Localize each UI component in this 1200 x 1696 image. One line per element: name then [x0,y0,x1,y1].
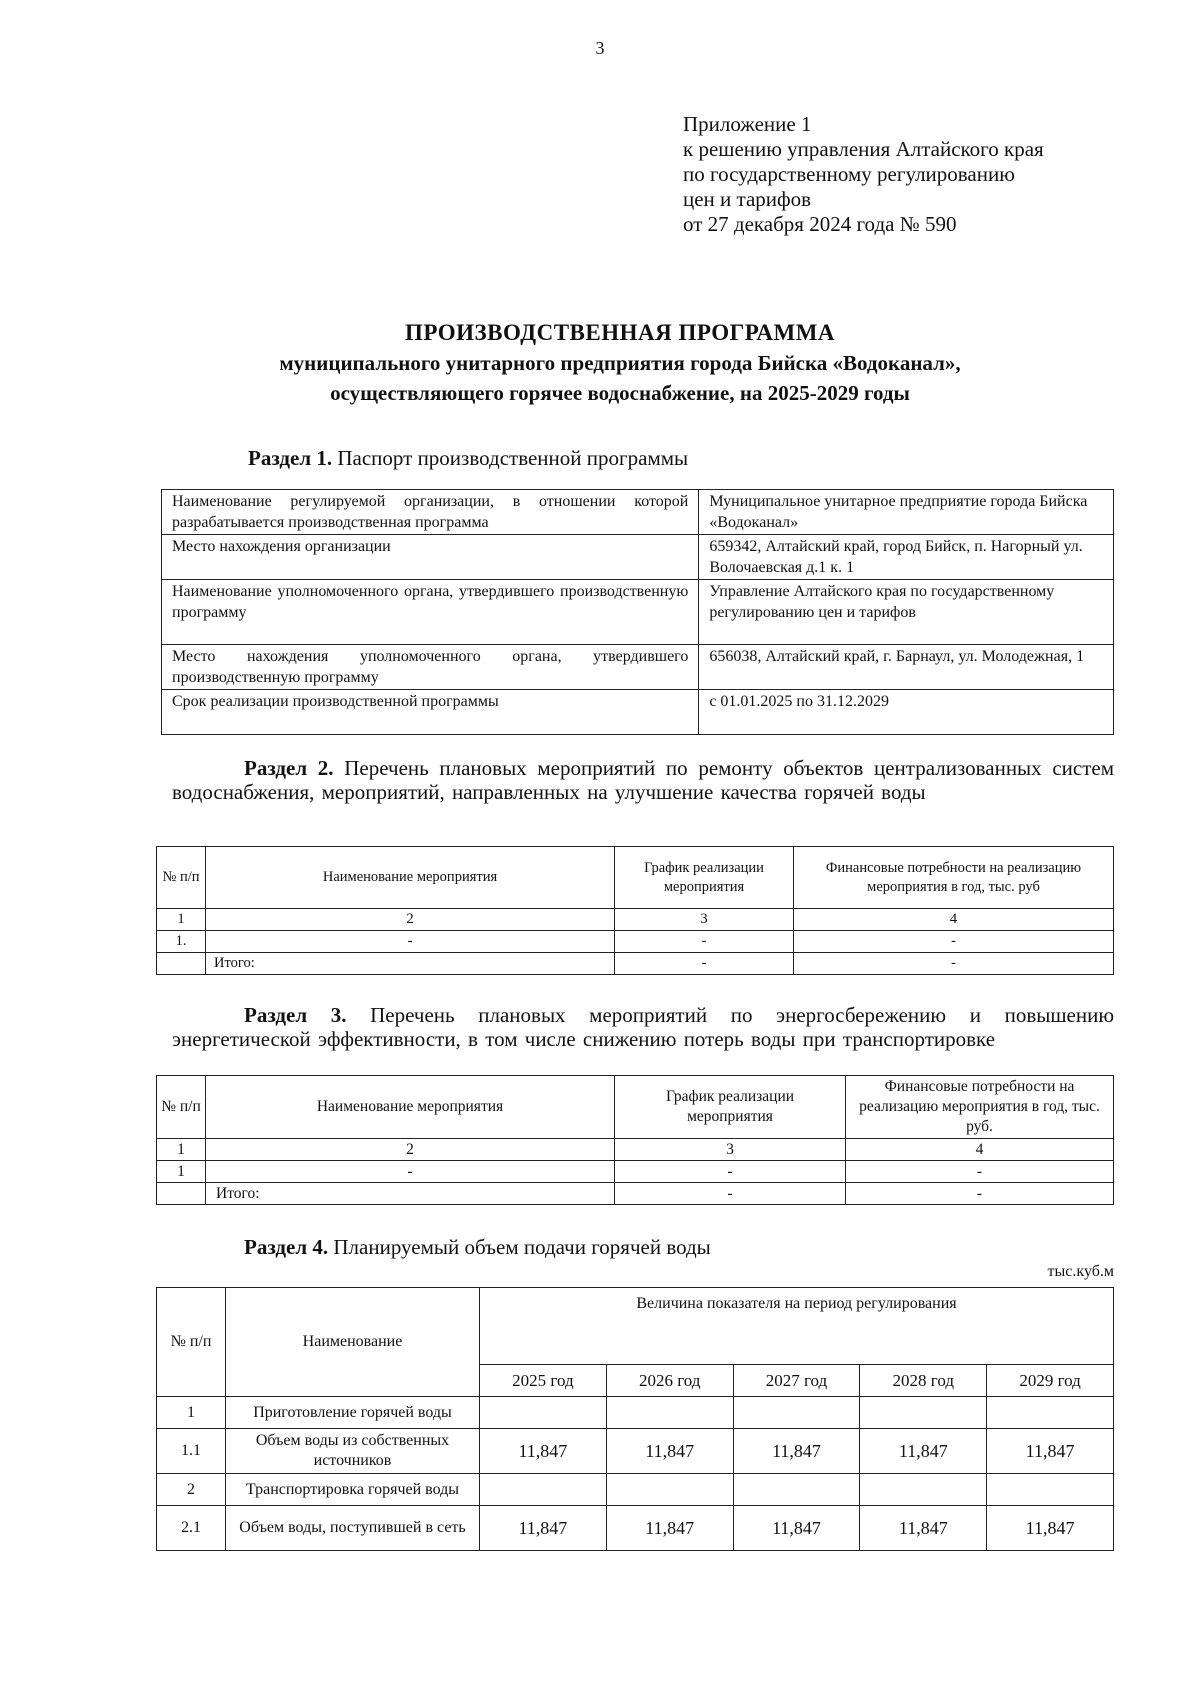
value-cell [606,1474,733,1506]
total-row [157,1183,1114,1205]
table-row [157,1161,1114,1183]
measure-finance: - [846,1161,1114,1183]
total-finance: - [846,1183,1114,1205]
table-row [162,580,1114,645]
value-cell: 11,847 [860,1506,987,1551]
total-label: Итого: [206,1183,615,1205]
passport-value-cell: 656038, Алтайский край, г. Барнаул, ул. Молодежная, 1 [699,645,1114,690]
title-line: осуществляющего горячее водоснабжение, на 2025-2029 годы [330,381,910,405]
year-header: 2028 год [860,1365,987,1397]
section2-label: Раздел 2. [244,756,334,780]
year-header: 2026 год [606,1365,733,1397]
table-row [157,1506,1114,1551]
document-title [120,318,1120,408]
unit-label: тыс.куб.м [1047,1263,1114,1280]
value-cell [860,1397,987,1429]
column-number: 2 [206,909,615,931]
value-cell [480,1397,607,1429]
column-header: № п/п [157,847,206,909]
row-number: 1. [157,931,206,953]
passport-name-cell: Наименование регулируемой организации, в отношении которой разрабатывается производственная программа [162,490,699,535]
total-row [157,953,1114,975]
appendix-line: от 27 декабря 2024 года № 590 [683,212,957,236]
column-header: Финансовые потребности на реализацию мероприятия в год, тыс. руб. [846,1076,1114,1139]
water-supply-volume-table [156,1287,1114,1551]
appendix-line: цен и тарифов [683,187,812,211]
empty-cell [157,953,206,975]
row-name: Транспортировка горячей воды [226,1474,480,1506]
value-cell: 11,847 [606,1429,733,1474]
section2-title: Перечень плановых мероприятий по ремонту объектов централизованных систем водоснабжения, мероприятий, направленных на улучшение качества горячей воды [172,756,1115,804]
table-header-row [157,1288,1114,1365]
value-cell [987,1474,1114,1506]
column-header: № п/п [157,1288,226,1397]
section1-heading [248,446,688,470]
passport-value-cell: Управление Алтайского края по государственному регулированию цен и тарифов [699,580,1114,645]
title-line: муниципального унитарного предприятия города Бийска «Водоканал», [279,351,961,375]
year-header: 2027 год [733,1365,860,1397]
value-cell [733,1474,860,1506]
column-number: 1 [157,909,206,931]
passport-name-cell: Место нахождения организации [162,535,699,580]
table-row [162,535,1114,580]
measure-schedule: - [615,1161,846,1183]
year-header: 2029 год [987,1365,1114,1397]
column-header: График реализации мероприятия [615,847,794,909]
page-number: 3 [595,38,605,58]
total-schedule: - [615,1183,846,1205]
energy-saving-table [156,1075,1114,1205]
row-number: 1 [157,1397,226,1429]
column-header: № п/п [157,1076,206,1139]
value-cell: 11,847 [606,1506,733,1551]
column-number-row [157,909,1114,931]
measure-schedule: - [615,931,794,953]
value-cell [606,1397,733,1429]
row-number: 2.1 [157,1506,226,1551]
section1-title: Паспорт производственной программы [337,446,689,470]
table-header-row [157,1076,1114,1139]
measure-name: - [206,1161,615,1183]
total-schedule: - [615,953,794,975]
section1-label: Раздел 1. [248,446,333,470]
passport-value-cell: 659342, Алтайский край, город Бийск, п. Нагорный ул. Волочаевская д.1 к. 1 [699,535,1114,580]
section4-title: Планируемый объем подачи горячей воды [333,1235,711,1259]
value-cell: 11,847 [733,1429,860,1474]
value-cell: 11,847 [480,1506,607,1551]
passport-name-cell: Место нахождения уполномоченного органа, утвердившего производственную программу [162,645,699,690]
total-finance: - [794,953,1114,975]
section4-heading [244,1235,711,1259]
column-header: Наименование мероприятия [206,1076,615,1139]
section3-title: Перечень плановых мероприятий по энергосбережению и повышению энергетической эффективности, в том числе снижению потерь воды при транспортировке [172,1003,1115,1051]
value-cell: 11,847 [987,1506,1114,1551]
section3-label: Раздел 3. [244,1003,347,1027]
row-number: 1.1 [157,1429,226,1474]
appendix-line: к решению управления Алтайского края [683,137,1044,161]
measure-finance: - [794,931,1114,953]
passport-table [161,489,1114,735]
column-number: 3 [615,1139,846,1161]
table-row [162,690,1114,735]
column-header: Финансовые потребности на реализацию мероприятия в год, тыс. руб [794,847,1114,909]
value-cell: 11,847 [987,1429,1114,1474]
value-cell [733,1397,860,1429]
column-number: 1 [157,1139,206,1161]
column-number: 3 [615,909,794,931]
column-number: 2 [206,1139,615,1161]
value-cell [987,1397,1114,1429]
passport-name-cell: Наименование уполномоченного органа, утвердившего производственную программу [162,580,699,645]
appendix-line: Приложение 1 [683,112,812,136]
row-name: Приготовление горячей воды [226,1397,480,1429]
column-number-row [157,1139,1114,1161]
row-number: 2 [157,1474,226,1506]
table-row [157,1474,1114,1506]
empty-cell [157,1183,206,1205]
section4-label: Раздел 4. [244,1235,329,1259]
appendix-line: по государственному регулированию [683,162,1015,186]
table-row [162,645,1114,690]
passport-name-cell: Срок реализации производственной программы [162,690,699,735]
title-line: ПРОИЗВОДСТВЕННАЯ ПРОГРАММА [404,320,836,345]
passport-value-cell: с 01.01.2025 по 31.12.2029 [699,690,1114,735]
table-row [162,490,1114,535]
column-number: 4 [846,1139,1114,1161]
measure-name: - [206,931,615,953]
column-header: График реализации мероприятия [615,1076,846,1139]
repair-measures-table [156,846,1114,975]
passport-value-cell: Муниципальное унитарное предприятие города Бийска «Водоканал» [699,490,1114,535]
column-header: Наименование [226,1288,480,1397]
appendix-block [683,112,1163,237]
table-row [157,931,1114,953]
value-cell: 11,847 [480,1429,607,1474]
table-row [157,1429,1114,1474]
value-cell: 11,847 [860,1429,987,1474]
table-header-row [157,847,1114,909]
column-group-header: Величина показателя на период регулирования [480,1288,1114,1365]
section3-heading [172,1003,1114,1051]
section2-heading [172,756,1114,804]
total-label: Итого: [206,953,615,975]
column-header: Наименование мероприятия [206,847,615,909]
year-header: 2025 год [480,1365,607,1397]
row-name: Объем воды из собственных источников [226,1429,480,1474]
table-row [157,1397,1114,1429]
value-cell [860,1474,987,1506]
row-name: Объем воды, поступившей в сеть [226,1506,480,1551]
value-cell: 11,847 [733,1506,860,1551]
column-number: 4 [794,909,1114,931]
row-number: 1 [157,1161,206,1183]
value-cell [480,1474,607,1506]
